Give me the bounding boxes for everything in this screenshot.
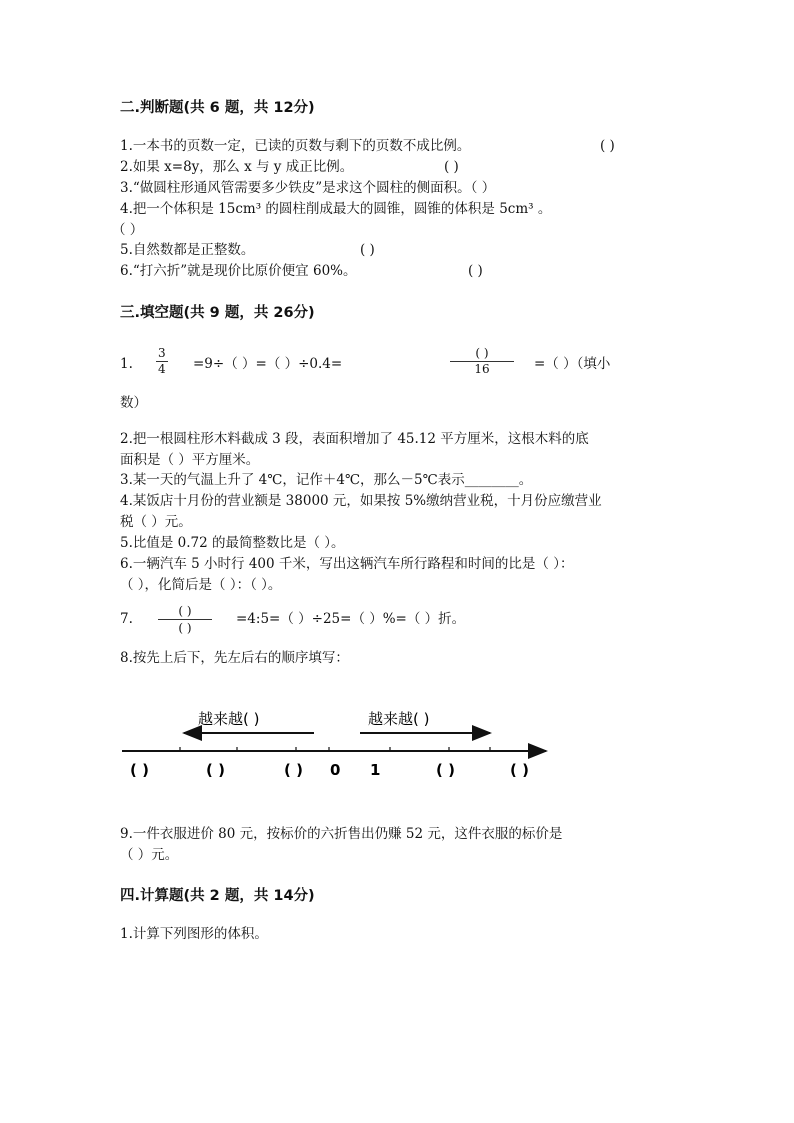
fill-q5: 5.比值是 0.72 的最简整数比是（ ）。 [120, 535, 345, 551]
fill-q9: 9.一件衣服进价 80 元，按标价的六折售出仍赚 52 元，这件衣服的标价是 [120, 826, 563, 842]
fraction-numerator: 3 [158, 346, 166, 360]
number-line-labels [130, 761, 529, 779]
fraction-denominator: 4 [158, 362, 166, 376]
fraction-numerator-blank[interactable]: ( ) [158, 603, 212, 620]
fill-q8: 8.按先上后下，先左后右的顺序填写： [120, 650, 349, 666]
number-line-blank-1[interactable]: ( ) [130, 761, 149, 779]
fill-q1-number: 1. [120, 356, 133, 372]
fill-q1-tail: =（ ）（填小 [534, 356, 611, 372]
judge-q5-bracket[interactable]: ( ) [360, 242, 375, 258]
fill-q1-fraction [156, 346, 168, 377]
fill-q4: 4.某饭店十月份的营业额是 38000 元，如果按 5%缴纳营业税，十月份应缴营业 [120, 493, 602, 509]
number-line-blank-4[interactable]: ( ) [436, 761, 455, 779]
section-title-calculation: 四.计算题(共 2 题，共 14分) [120, 888, 315, 904]
judge-q3: 3.“做圆柱形通风管需要多少铁皮”是求这个圆柱的侧面积。（ ） [120, 180, 496, 196]
fill-q6-cont: （ ），化简后是（ ）：（ ）。 [120, 577, 282, 593]
number-line-blank-3[interactable]: ( ) [284, 761, 303, 779]
number-line-diagram [110, 696, 560, 788]
fraction-denominator: 16 [474, 362, 490, 376]
number-line-blank-2[interactable]: ( ) [206, 761, 225, 779]
judge-q2: 2.如果 x=8y，那么 x 与 y 成正比例。 [120, 159, 354, 175]
judge-q6: 6.“打六折”就是现价比原价便宜 60%。 [120, 263, 357, 279]
judge-q4-bracket[interactable]: （ ） [112, 222, 144, 238]
fraction-numerator-blank[interactable]: ( ) [450, 346, 514, 362]
judge-q6-bracket[interactable]: ( ) [468, 263, 483, 279]
judge-q5: 5.自然数都是正整数。 [120, 242, 255, 258]
fill-q4-cont: 税（ ）元。 [120, 514, 192, 530]
fill-q1-equation: =9÷（ ）=（ ）÷0.4= [193, 356, 343, 372]
judge-q1: 1.一本书的页数一定，已读的页数与剩下的页数不成比例。 [120, 138, 471, 154]
number-line-blank-5[interactable]: ( ) [510, 761, 529, 779]
number-line-zero: 0 [330, 761, 341, 779]
judge-q1-bracket[interactable]: ( ) [600, 138, 615, 154]
section-title-judgement: 二.判断题(共 6 题，共 12分) [120, 100, 315, 116]
fill-q6: 6.一辆汽车 5 小时行 400 千米，写出这辆汽车所行路程和时间的比是（ ）： [120, 556, 574, 572]
fill-q2-cont: 面积是（ ）平方厘米。 [120, 452, 260, 468]
fill-q7-fraction [158, 603, 212, 636]
number-line-one: 1 [370, 761, 381, 779]
fraction-denominator-blank[interactable]: ( ) [178, 621, 192, 635]
fill-q2: 2.把一根圆柱形木料截成 3 段，表面积增加了 45.12 平方厘米，这根木料的底 [120, 431, 589, 447]
calc-q1: 1.计算下列图形的体积。 [120, 926, 268, 942]
judge-q4: 4.把一个体积是 15cm³ 的圆柱削成最大的圆锥，圆锥的体积是 5cm³ 。 [120, 201, 552, 217]
fill-q7-number: 7. [120, 611, 133, 627]
fill-q1-fraction-16 [450, 346, 514, 377]
fill-q9-cont: （ ）元。 [120, 847, 179, 863]
section-title-fill: 三.填空题(共 9 题，共 26分) [120, 305, 315, 321]
judge-q2-bracket[interactable]: ( ) [444, 159, 459, 175]
fill-q7-equation: =4:5=（ ）÷25=（ ）%=（ ）折。 [236, 611, 466, 627]
right-direction-label: 越来越( ) [368, 710, 430, 728]
left-direction-label: 越来越( ) [198, 710, 260, 728]
fill-q1-tail2: 数） [120, 395, 147, 411]
fill-q3: 3.某一天的气温上升了 4℃，记作＋4℃，那么－5℃表示________。 [120, 472, 533, 488]
